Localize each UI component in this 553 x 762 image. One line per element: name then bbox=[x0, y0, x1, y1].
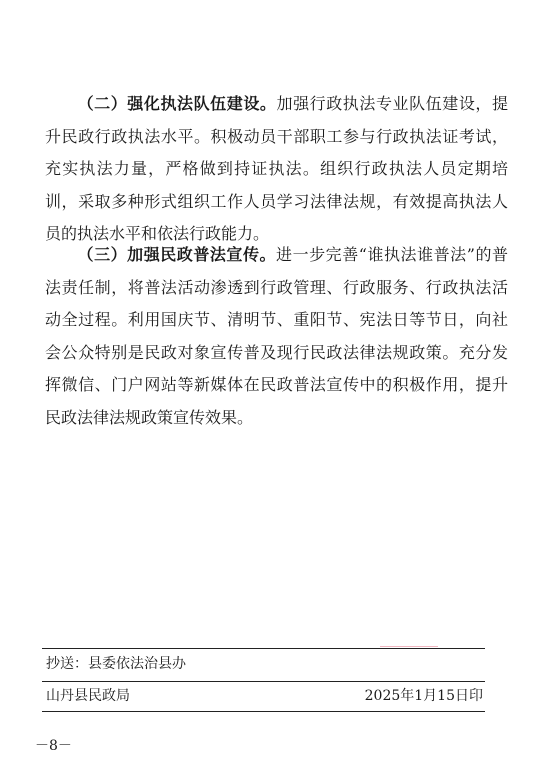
section-strengthen-enforcement-team bbox=[45, 88, 508, 251]
page-number: －8－ bbox=[35, 738, 72, 754]
cc-line: 抄送：县委依法治县办 bbox=[46, 656, 186, 672]
pink-seal-mark bbox=[380, 646, 438, 647]
print-date: 2025年1月15日印 bbox=[364, 688, 483, 704]
section-body: 加强行政执法专业队伍建设，提升民政行政执法水平。积极动员干部职工参与行政执法证考试，充实执法力量，严格做到持证执法。组织行政执法人员定期培训，采取多种形式组织工作人员学习法律法规，有效提高执法人员的执法水平和依法行政能力。 bbox=[45, 94, 508, 243]
section-body: 进一步完善“谁执法谁普法”的普法责任制，将普法活动渗透到行政管理、行政服务、行政执法活动全过程。利用国庆节、清明节、重阳节、宪法日等节日，向社会公众特别是民政对象宣传普及现行民政法律法规政策。充分发挥微信、门户网站等新媒体在民政普法宣传中的积极作用，提升民政法律法规政策宣传效果。 bbox=[45, 245, 508, 427]
section-heading: （二）强化执法队伍建设。 bbox=[77, 94, 277, 113]
section-legal-publicity bbox=[45, 239, 508, 434]
section-heading: （三）加强民政普法宣传。 bbox=[77, 245, 277, 264]
footer-bottom-rule bbox=[42, 711, 485, 712]
footer-top-rule bbox=[42, 648, 485, 649]
footer-middle-rule bbox=[42, 681, 485, 682]
issuing-organization: 山丹县民政局 bbox=[46, 688, 130, 704]
